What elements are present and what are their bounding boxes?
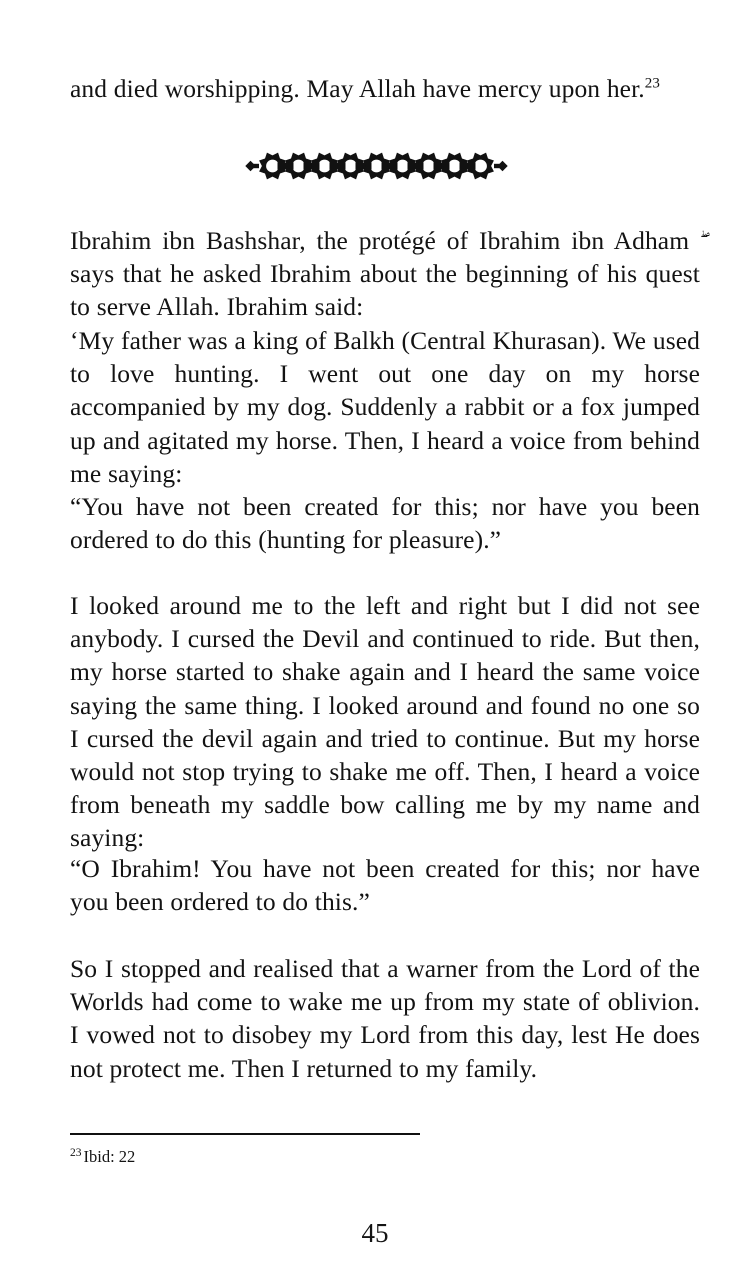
opening-paragraph-block (70, 72, 700, 105)
footnote-separator-rule (70, 1133, 420, 1135)
footnote-marker: 23 (70, 1146, 82, 1159)
page-number: 45 (361, 1218, 389, 1248)
intro-text-before-honorific: Ibrahim ibn Bashshar, the protégé of Ibrahim ibn Adham (70, 226, 690, 255)
story-paragraph-3-block (70, 952, 700, 1085)
quote-2: “O Ibrahim! You have not been created for this; nor have you been ordered to do this.” (70, 854, 700, 917)
opening-paragraph (70, 72, 700, 105)
story-paragraph-1-block (70, 324, 700, 490)
intro-paragraph-block (70, 224, 700, 324)
quote-1-block (70, 490, 700, 556)
quote-2-block (70, 852, 700, 918)
octagram-chain-divider-icon (240, 149, 511, 183)
intro-paragraph (70, 224, 700, 324)
story-paragraph-1: ‘My father was a king of Balkh (Central Khurasan). We used to love hunting. I went out one day on my horse accompanied by my dog. Suddenly a rabbit or a fox jumped up and agitated my horse. Then, I heard a voice from behind me saying: (70, 326, 700, 488)
opening-paragraph-text: and died worshipping. May Allah have mercy upon her. (70, 74, 645, 103)
story-paragraph-2-block (70, 589, 700, 855)
footnote-text: Ibid: 22 (83, 1147, 136, 1166)
section-divider (0, 144, 750, 188)
footnote-23 (70, 1146, 570, 1168)
story-paragraph-3: So I stopped and realised that a warner from the Lord of the Worlds had come to wake me up from my state of oblivion. I vowed not to disobey my Lord from this day, lest He does not protect me. Then I returned to my family. (70, 954, 700, 1083)
intro-text-after-honorific: says that he asked Ibrahim about the beginning of his quest to serve Allah. Ibrahim said: (70, 259, 700, 322)
quote-1: “You have not been created for this; nor have you been ordered to do this (hunting for pleasure).” (70, 492, 700, 555)
story-paragraph-2: I looked around me to the left and right but I did not see anybody. I cursed the Devil and continued to ride. But then, my horse started to shake again and I heard the same voice saying the same thing. I looked around and found no one so I cursed the devil again and tried to continue. But my horse would not stop trying to shake me off. Then, I heard a voice from beneath my saddle bow calling me by my name and saying: (70, 591, 700, 853)
footnote-reference-23[interactable]: 23 (644, 75, 660, 92)
